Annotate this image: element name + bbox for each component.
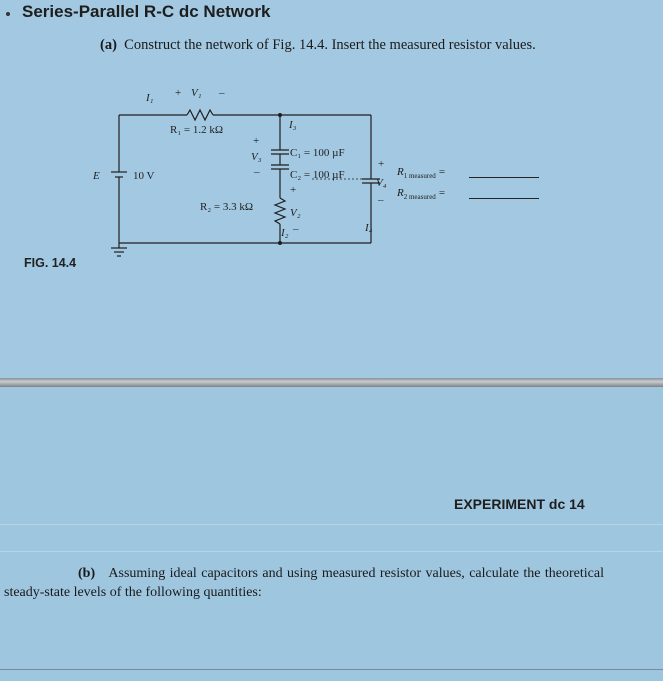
v1-minus: – bbox=[219, 87, 225, 99]
v3-plus: + bbox=[253, 135, 260, 147]
r2-measured-eq: = bbox=[438, 187, 446, 199]
v2-minus: – bbox=[293, 223, 299, 235]
r1-measured-symbol: R bbox=[397, 166, 404, 178]
v3-label: V₃ bbox=[251, 151, 262, 163]
c2-label: C₂ = 100 µF bbox=[290, 169, 345, 181]
r2-measured-row bbox=[397, 187, 445, 201]
r1-label: R₁ = 1.2 kΩ bbox=[170, 124, 224, 136]
v4-label: V₄ bbox=[376, 177, 387, 189]
i4-label: I₄ bbox=[365, 222, 373, 234]
v2-plus: + bbox=[290, 184, 297, 196]
divider-line bbox=[0, 524, 663, 525]
i3-label: I₃ bbox=[289, 119, 297, 131]
r2-resistor bbox=[275, 198, 285, 224]
v3-minus: – bbox=[254, 166, 260, 178]
figure-label: FIG. 14.4 bbox=[24, 256, 77, 270]
r2-measured-symbol: R bbox=[397, 187, 404, 199]
part-b-text: Assuming ideal capacitors and using measured resistor values, calculate the theoretical steady-state levels of the following quantities: bbox=[4, 566, 604, 600]
r2-measured-sub: 2 measured bbox=[403, 193, 436, 202]
r1-resistor bbox=[187, 110, 213, 120]
part-a-label: (a) bbox=[100, 37, 117, 53]
part-a-text: Construct the network of Fig. 14.4. Insert the measured resistor values. bbox=[124, 37, 536, 53]
bottom-rule bbox=[0, 669, 663, 670]
page-divider bbox=[0, 378, 663, 387]
r1-measured-blank[interactable] bbox=[469, 177, 539, 178]
part-b-label: (b) bbox=[78, 566, 96, 581]
section-heading: Series-Parallel R-C dc Network bbox=[22, 2, 271, 21]
source-name: E bbox=[93, 170, 100, 182]
v4-minus: – bbox=[378, 194, 384, 206]
v1-plus: + bbox=[175, 87, 182, 99]
bottom-panel bbox=[0, 387, 663, 681]
v2-label: V₂ bbox=[290, 207, 301, 219]
r2-measured-blank[interactable] bbox=[469, 198, 539, 199]
part-b-paragraph bbox=[4, 564, 604, 602]
v1-label: V₁ bbox=[191, 87, 202, 99]
r2-label: R₂ = 3.3 kΩ bbox=[200, 201, 254, 213]
v4-plus: + bbox=[378, 158, 385, 170]
experiment-title: EXPERIMENT dc 14 bbox=[454, 496, 585, 512]
r1-measured-eq: = bbox=[438, 166, 446, 178]
i2-label: I₂ bbox=[281, 227, 289, 239]
c1-label: C₁ = 100 µF bbox=[290, 147, 345, 159]
i1-label: I₁ bbox=[146, 92, 154, 104]
r1-measured-sub: 1 measured bbox=[403, 172, 436, 181]
r1-measured-row bbox=[397, 166, 445, 180]
source-value: 10 V bbox=[133, 170, 155, 182]
divider-line bbox=[0, 551, 663, 552]
